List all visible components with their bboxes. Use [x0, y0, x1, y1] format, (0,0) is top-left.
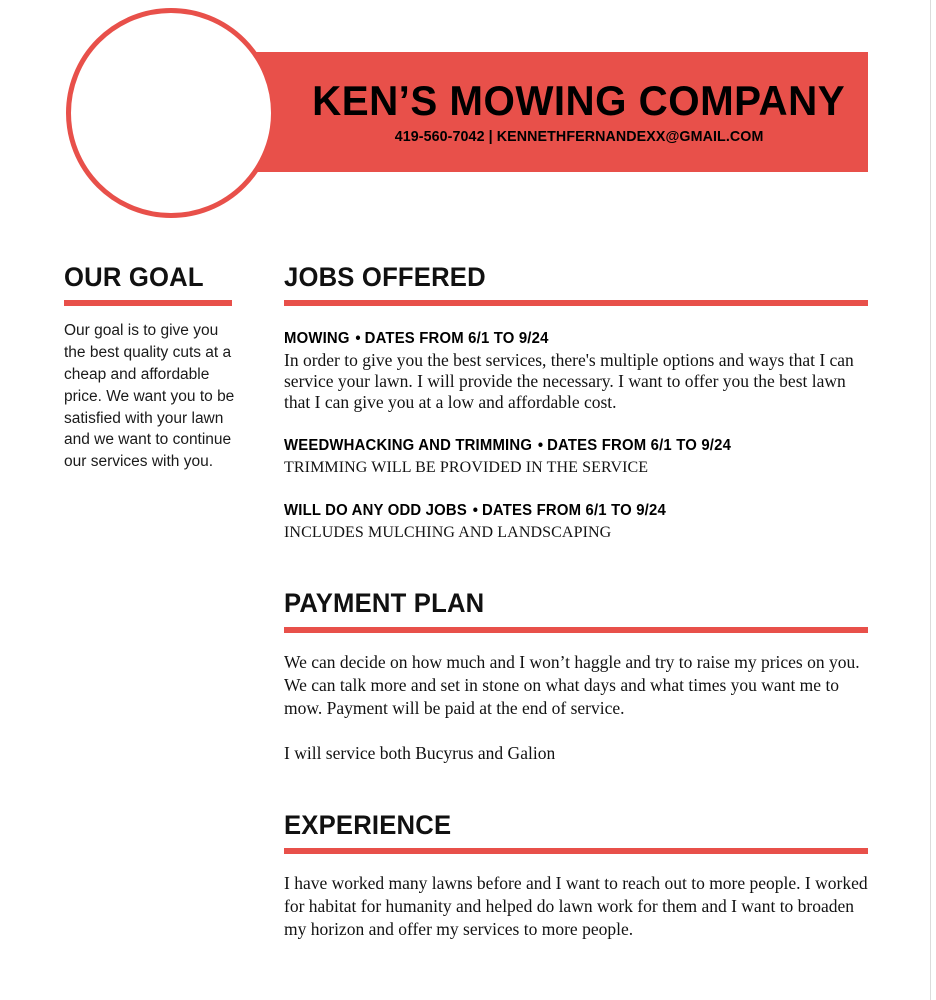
bullet-icon: • — [472, 502, 479, 520]
job-dates: DATES FROM 6/1 TO 9/24 — [364, 330, 549, 348]
our-goal-rule — [64, 300, 232, 306]
our-goal-body: Our goal is to give you the best quality cuts at a cheap and affordable price. We want you to be satisfied with your lawn and we want to continue our services with you. — [64, 322, 235, 471]
job-dates: DATES FROM 6/1 TO 9/24 — [481, 502, 666, 520]
right-column — [284, 263, 868, 941]
experience-rule — [284, 848, 868, 854]
company-name: KEN’S MOWING COMPANY — [312, 76, 846, 124]
job-name: WILL DO ANY ODD JOBS — [284, 502, 467, 520]
experience-section — [284, 811, 868, 941]
bullet-icon: • — [537, 437, 544, 455]
job-name: MOWING — [284, 330, 350, 348]
bullet-icon: • — [355, 330, 361, 348]
experience-paragraph: I have worked many lawns before and I want to reach out to more people. I worked for habitat for humanity and helped do lawn work for them and I want to broaden my horizon and offer my services to more people. — [284, 873, 868, 940]
job-description: INCLUDES MULCHING AND LANDSCAPING — [284, 524, 612, 542]
jobs-offered-rule — [284, 300, 868, 306]
logo-circle-icon — [66, 8, 276, 218]
our-goal-heading: OUR GOAL — [64, 262, 204, 292]
job-heading — [284, 502, 845, 520]
job-item — [284, 330, 868, 413]
job-dates: DATES FROM 6/1 TO 9/24 — [547, 437, 732, 455]
payment-plan-paragraph-1: We can decide on how much and I won’t haggle and try to raise my prices on you. We can talk more and set in stone on what days and what times you want me to mow. Payment will be paid at the end of service. — [284, 651, 860, 718]
header-text-group — [290, 52, 868, 172]
payment-plan-rule — [284, 627, 868, 633]
jobs-offered-section — [284, 263, 868, 543]
left-column — [64, 263, 244, 473]
job-description: TRIMMING WILL BE PROVIDED IN THE SERVICE — [284, 459, 649, 477]
jobs-offered-heading: JOBS OFFERED — [284, 262, 486, 292]
company-contact-line: 419-560-7042 | KENNETHFERNANDEXX@GMAIL.COM — [394, 127, 764, 145]
document-header — [0, 0, 936, 230]
job-heading — [284, 330, 845, 348]
experience-heading: EXPERIENCE — [284, 809, 452, 840]
job-description: In order to give you the best services, there's multiple options and ways that I can service your lawn. I will provide the necessary. I want to offer you the best lawn that I can give you at a low and affordable cost. — [284, 350, 854, 413]
job-name: WEEDWHACKING AND TRIMMING — [284, 437, 533, 455]
job-item — [284, 502, 868, 543]
job-item — [284, 437, 868, 478]
payment-plan-heading: PAYMENT PLAN — [284, 588, 485, 619]
payment-plan-paragraph-2: I will service both Bucyrus and Galion — [284, 742, 556, 763]
job-heading — [284, 437, 845, 455]
payment-plan-section — [284, 589, 868, 764]
